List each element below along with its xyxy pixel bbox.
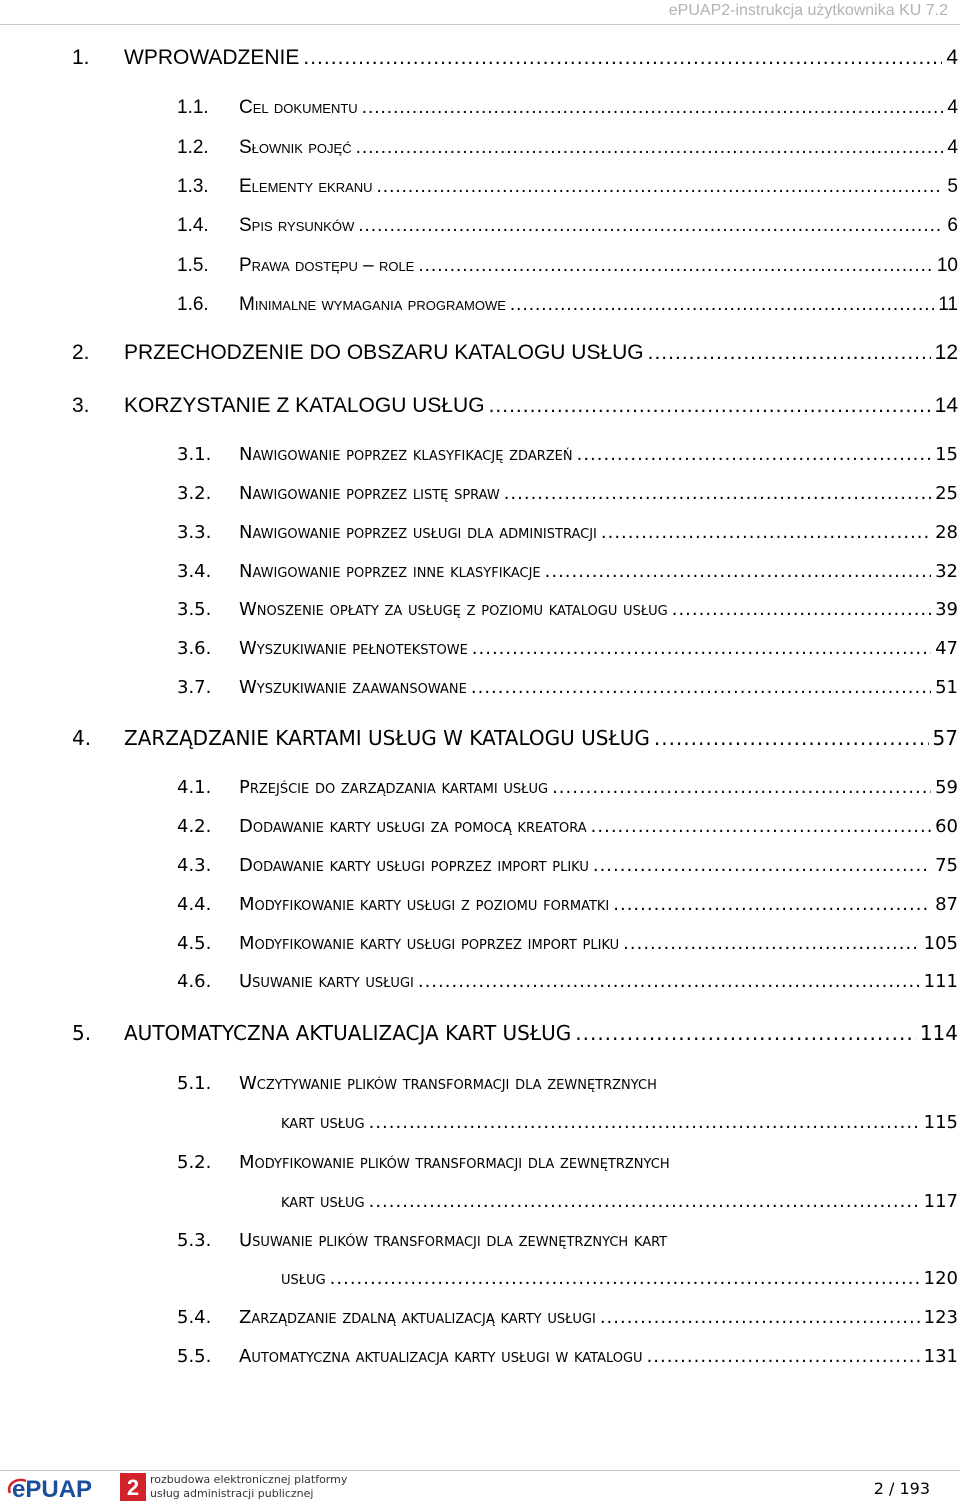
toc-leader — [358, 215, 943, 237]
toc-number: 1.5. — [177, 255, 209, 276]
toc-page: 4 — [947, 137, 958, 158]
toc-leader — [356, 137, 944, 159]
toc-number: 5.5. — [177, 1346, 212, 1367]
toc-page: 4 — [946, 46, 958, 69]
toc-leader — [647, 1346, 920, 1367]
toc-entry[interactable] — [72, 341, 958, 365]
toc-page: 123 — [923, 1307, 958, 1328]
toc-number: 3.4. — [177, 561, 212, 582]
toc-leader — [362, 97, 944, 119]
toc-title: Modyfikowanie karty usługi z poziomu formatki — [239, 894, 610, 915]
toc-page: 59 — [935, 777, 958, 798]
toc-page: 117 — [923, 1191, 958, 1212]
toc-title: Słownik pojęć — [239, 137, 352, 158]
toc-entry[interactable] — [72, 726, 958, 750]
toc-number: 3.1. — [177, 444, 212, 465]
toc-page: 47 — [935, 638, 958, 659]
toc-number: 4.6. — [177, 971, 212, 992]
logo-text: ePUAP — [12, 1476, 93, 1503]
logo-badge-text: 2 — [126, 1475, 140, 1500]
toc-page: 115 — [923, 1112, 958, 1133]
toc-entry[interactable] — [177, 97, 958, 119]
toc-page: 6 — [947, 215, 958, 236]
epuap-logo — [4, 1471, 146, 1503]
toc-entry[interactable] — [177, 444, 958, 465]
toc-title: Usuwanie plików transformacji dla zewnętrznych kart — [239, 1230, 668, 1251]
toc-entry[interactable] — [177, 176, 958, 198]
toc-title: PRZECHODZENIE DO OBSZARU KATALOGU USŁUG — [124, 341, 644, 364]
toc-leader — [552, 777, 931, 798]
toc-entry[interactable] — [177, 561, 958, 582]
toc-number: 4.5. — [177, 933, 212, 954]
toc-title: Nawigowanie poprzez usługi dla administracji — [239, 522, 597, 543]
toc-title: Wyszukiwanie pełnotekstowe — [239, 638, 468, 659]
toc-leader — [600, 1307, 920, 1328]
footer-tagline-line2: usług administracji publicznej — [150, 1487, 314, 1500]
toc-leader — [591, 816, 931, 837]
toc-title-continuation: kart usług — [281, 1191, 365, 1212]
toc-page: 51 — [935, 677, 958, 698]
toc-leader — [489, 394, 931, 418]
toc-page: 120 — [923, 1268, 958, 1289]
toc-page: 111 — [923, 971, 958, 992]
toc-number: 4.4. — [177, 894, 212, 915]
toc-page: 12 — [934, 341, 958, 364]
toc-number: 2. — [72, 341, 90, 364]
toc-leader — [303, 46, 942, 70]
toc-page: 5 — [947, 176, 958, 197]
toc-page: 14 — [934, 394, 958, 417]
footer-tagline — [150, 1473, 347, 1501]
toc-leader — [471, 677, 931, 698]
toc-entry[interactable] — [177, 483, 958, 504]
toc-entry-heading[interactable] — [177, 1073, 958, 1094]
toc-title: Nawigowanie poprzez klasyfikację zdarzeń — [239, 444, 573, 465]
toc-page: 32 — [935, 561, 958, 582]
toc-leader — [369, 1191, 920, 1212]
toc-number: 1.2. — [177, 137, 209, 158]
toc-page: 11 — [938, 294, 958, 315]
toc-leader — [377, 176, 944, 198]
toc-number: 1.6. — [177, 294, 209, 315]
running-header: ePUAP2-instrukcja użytkownika KU 7.2 — [668, 2, 948, 19]
toc-number: 4. — [72, 726, 92, 750]
toc-leader — [623, 933, 919, 954]
toc-page: 105 — [923, 933, 958, 954]
toc-entry[interactable] — [177, 294, 958, 316]
page-footer — [0, 1471, 960, 1503]
toc-page: 57 — [932, 726, 958, 750]
toc-page: 4 — [947, 97, 958, 118]
epuap-logo-graphic — [4, 1471, 146, 1503]
toc-page: 114 — [919, 1021, 958, 1045]
toc-title-continuation: usług — [281, 1268, 326, 1289]
toc-leader — [510, 294, 934, 316]
toc-entry-continuation[interactable] — [281, 1112, 958, 1133]
toc-entry[interactable] — [72, 1021, 958, 1045]
toc-number: 4.2. — [177, 816, 212, 837]
toc-page: 39 — [935, 599, 958, 620]
toc-title: Nawigowanie poprzez listę spraw — [239, 483, 500, 504]
toc-number: 3.7. — [177, 677, 212, 698]
toc-leader — [593, 855, 931, 876]
toc-leader — [472, 638, 931, 659]
toc-number: 3. — [72, 394, 90, 417]
toc-title: Dodawanie karty usługi poprzez import pliku — [239, 855, 589, 876]
toc-title: Modyfikowanie karty usługi poprzez import pliku — [239, 933, 620, 954]
toc-title: Prawa dostępu – role — [239, 255, 415, 276]
toc-entry[interactable] — [177, 215, 958, 237]
toc-entry[interactable] — [177, 777, 958, 798]
toc-entry-heading[interactable] — [177, 1230, 958, 1251]
toc-entry[interactable] — [177, 255, 958, 277]
toc-leader — [418, 971, 920, 992]
toc-number: 1. — [72, 46, 90, 69]
toc-number: 3.3. — [177, 522, 212, 543]
toc-entry[interactable] — [177, 933, 958, 954]
toc-leader — [575, 1021, 916, 1045]
toc-leader — [545, 561, 931, 582]
toc-title: Minimalne wymagania programowe — [239, 294, 506, 315]
toc-title: KORZYSTANIE Z KATALOGU USŁUG — [124, 394, 485, 417]
toc-title: Usuwanie karty usługi — [239, 971, 414, 992]
toc-title: Wczytywanie plików transformacji dla zewnętrznych — [239, 1073, 657, 1094]
toc-title: Elementy ekranu — [239, 176, 373, 197]
toc-entry-continuation[interactable] — [281, 1268, 958, 1289]
toc-page: 75 — [935, 855, 958, 876]
toc-entry[interactable] — [177, 816, 958, 837]
toc-title: WPROWADZENIE — [124, 46, 300, 69]
toc-leader — [504, 483, 931, 504]
toc-number: 3.2. — [177, 483, 212, 504]
toc-entry[interactable] — [72, 394, 958, 418]
toc-page: 60 — [935, 816, 958, 837]
toc-number: 4.1. — [177, 777, 212, 798]
toc-entry-continuation[interactable] — [281, 1191, 958, 1212]
toc-page: 25 — [935, 483, 958, 504]
toc-title: Modyfikowanie plików transformacji dla zewnętrznych — [239, 1152, 670, 1173]
toc-number: 4.3. — [177, 855, 212, 876]
page-counter: 2 / 193 — [873, 1479, 930, 1498]
toc-entry[interactable] — [72, 46, 958, 70]
toc-leader — [330, 1268, 920, 1289]
toc-page: 28 — [935, 522, 958, 543]
toc-number: 1.3. — [177, 176, 209, 197]
toc-number: 5.3. — [177, 1230, 212, 1251]
toc-entry[interactable] — [177, 1307, 958, 1328]
toc-entry[interactable] — [177, 522, 958, 543]
toc-leader — [601, 522, 931, 543]
toc-title: Przejście do zarządzania kartami usług — [239, 777, 549, 798]
toc-title: AUTOMATYCZNA AKTUALIZACJA KART USŁUG — [124, 1021, 572, 1045]
toc-leader — [418, 255, 933, 277]
toc-entry-heading[interactable] — [177, 1152, 958, 1173]
toc-page: 10 — [936, 255, 958, 276]
toc-number: 5. — [72, 1021, 92, 1045]
header-divider — [0, 24, 960, 25]
toc-leader — [369, 1112, 920, 1133]
toc-title: ZARZĄDZANIE KARTAMI USŁUG W KATALOGU USŁUG — [124, 726, 650, 750]
toc-entry[interactable] — [177, 599, 958, 620]
toc-leader — [648, 341, 931, 365]
toc-page: 131 — [923, 1346, 958, 1367]
toc-entry[interactable] — [177, 638, 958, 659]
toc-title: Spis rysunków — [239, 215, 355, 236]
toc-entry[interactable] — [177, 137, 958, 159]
toc-page: 87 — [935, 894, 958, 915]
toc-title: Wyszukiwanie zaawansowane — [239, 677, 467, 698]
toc-number: 1.1. — [177, 97, 209, 118]
toc-title: Dodawanie karty usługi za pomocą kreatora — [239, 816, 587, 837]
toc-number: 1.4. — [177, 215, 209, 236]
toc-entry[interactable] — [177, 855, 958, 876]
toc-entry[interactable] — [177, 677, 958, 698]
toc-leader — [613, 894, 931, 915]
toc-number: 5.2. — [177, 1152, 212, 1173]
toc-title: Nawigowanie poprzez inne klasyfikacje — [239, 561, 541, 582]
toc-number: 3.6. — [177, 638, 212, 659]
toc-number: 5.1. — [177, 1073, 212, 1094]
toc-number: 3.5. — [177, 599, 212, 620]
toc-leader — [654, 726, 929, 750]
toc-title: Cel dokumentu — [239, 97, 358, 118]
footer-tagline-line1: rozbudowa elektronicznej platformy — [150, 1473, 348, 1486]
toc-leader — [672, 599, 931, 620]
toc-title: Wnoszenie opłaty za usługę z poziomu katalogu usług — [239, 599, 668, 620]
toc-entry[interactable] — [177, 894, 958, 915]
toc-leader — [577, 444, 932, 465]
toc-title-continuation: kart usług — [281, 1112, 365, 1133]
toc-page: 15 — [935, 444, 958, 465]
toc-title: Zarządzanie zdalną aktualizacją karty usługi — [239, 1307, 596, 1328]
toc-number: 5.4. — [177, 1307, 212, 1328]
toc-entry[interactable] — [177, 1346, 958, 1367]
toc-title: Automatyczna aktualizacja karty usługi w katalogu — [239, 1346, 643, 1367]
toc-entry[interactable] — [177, 971, 958, 992]
